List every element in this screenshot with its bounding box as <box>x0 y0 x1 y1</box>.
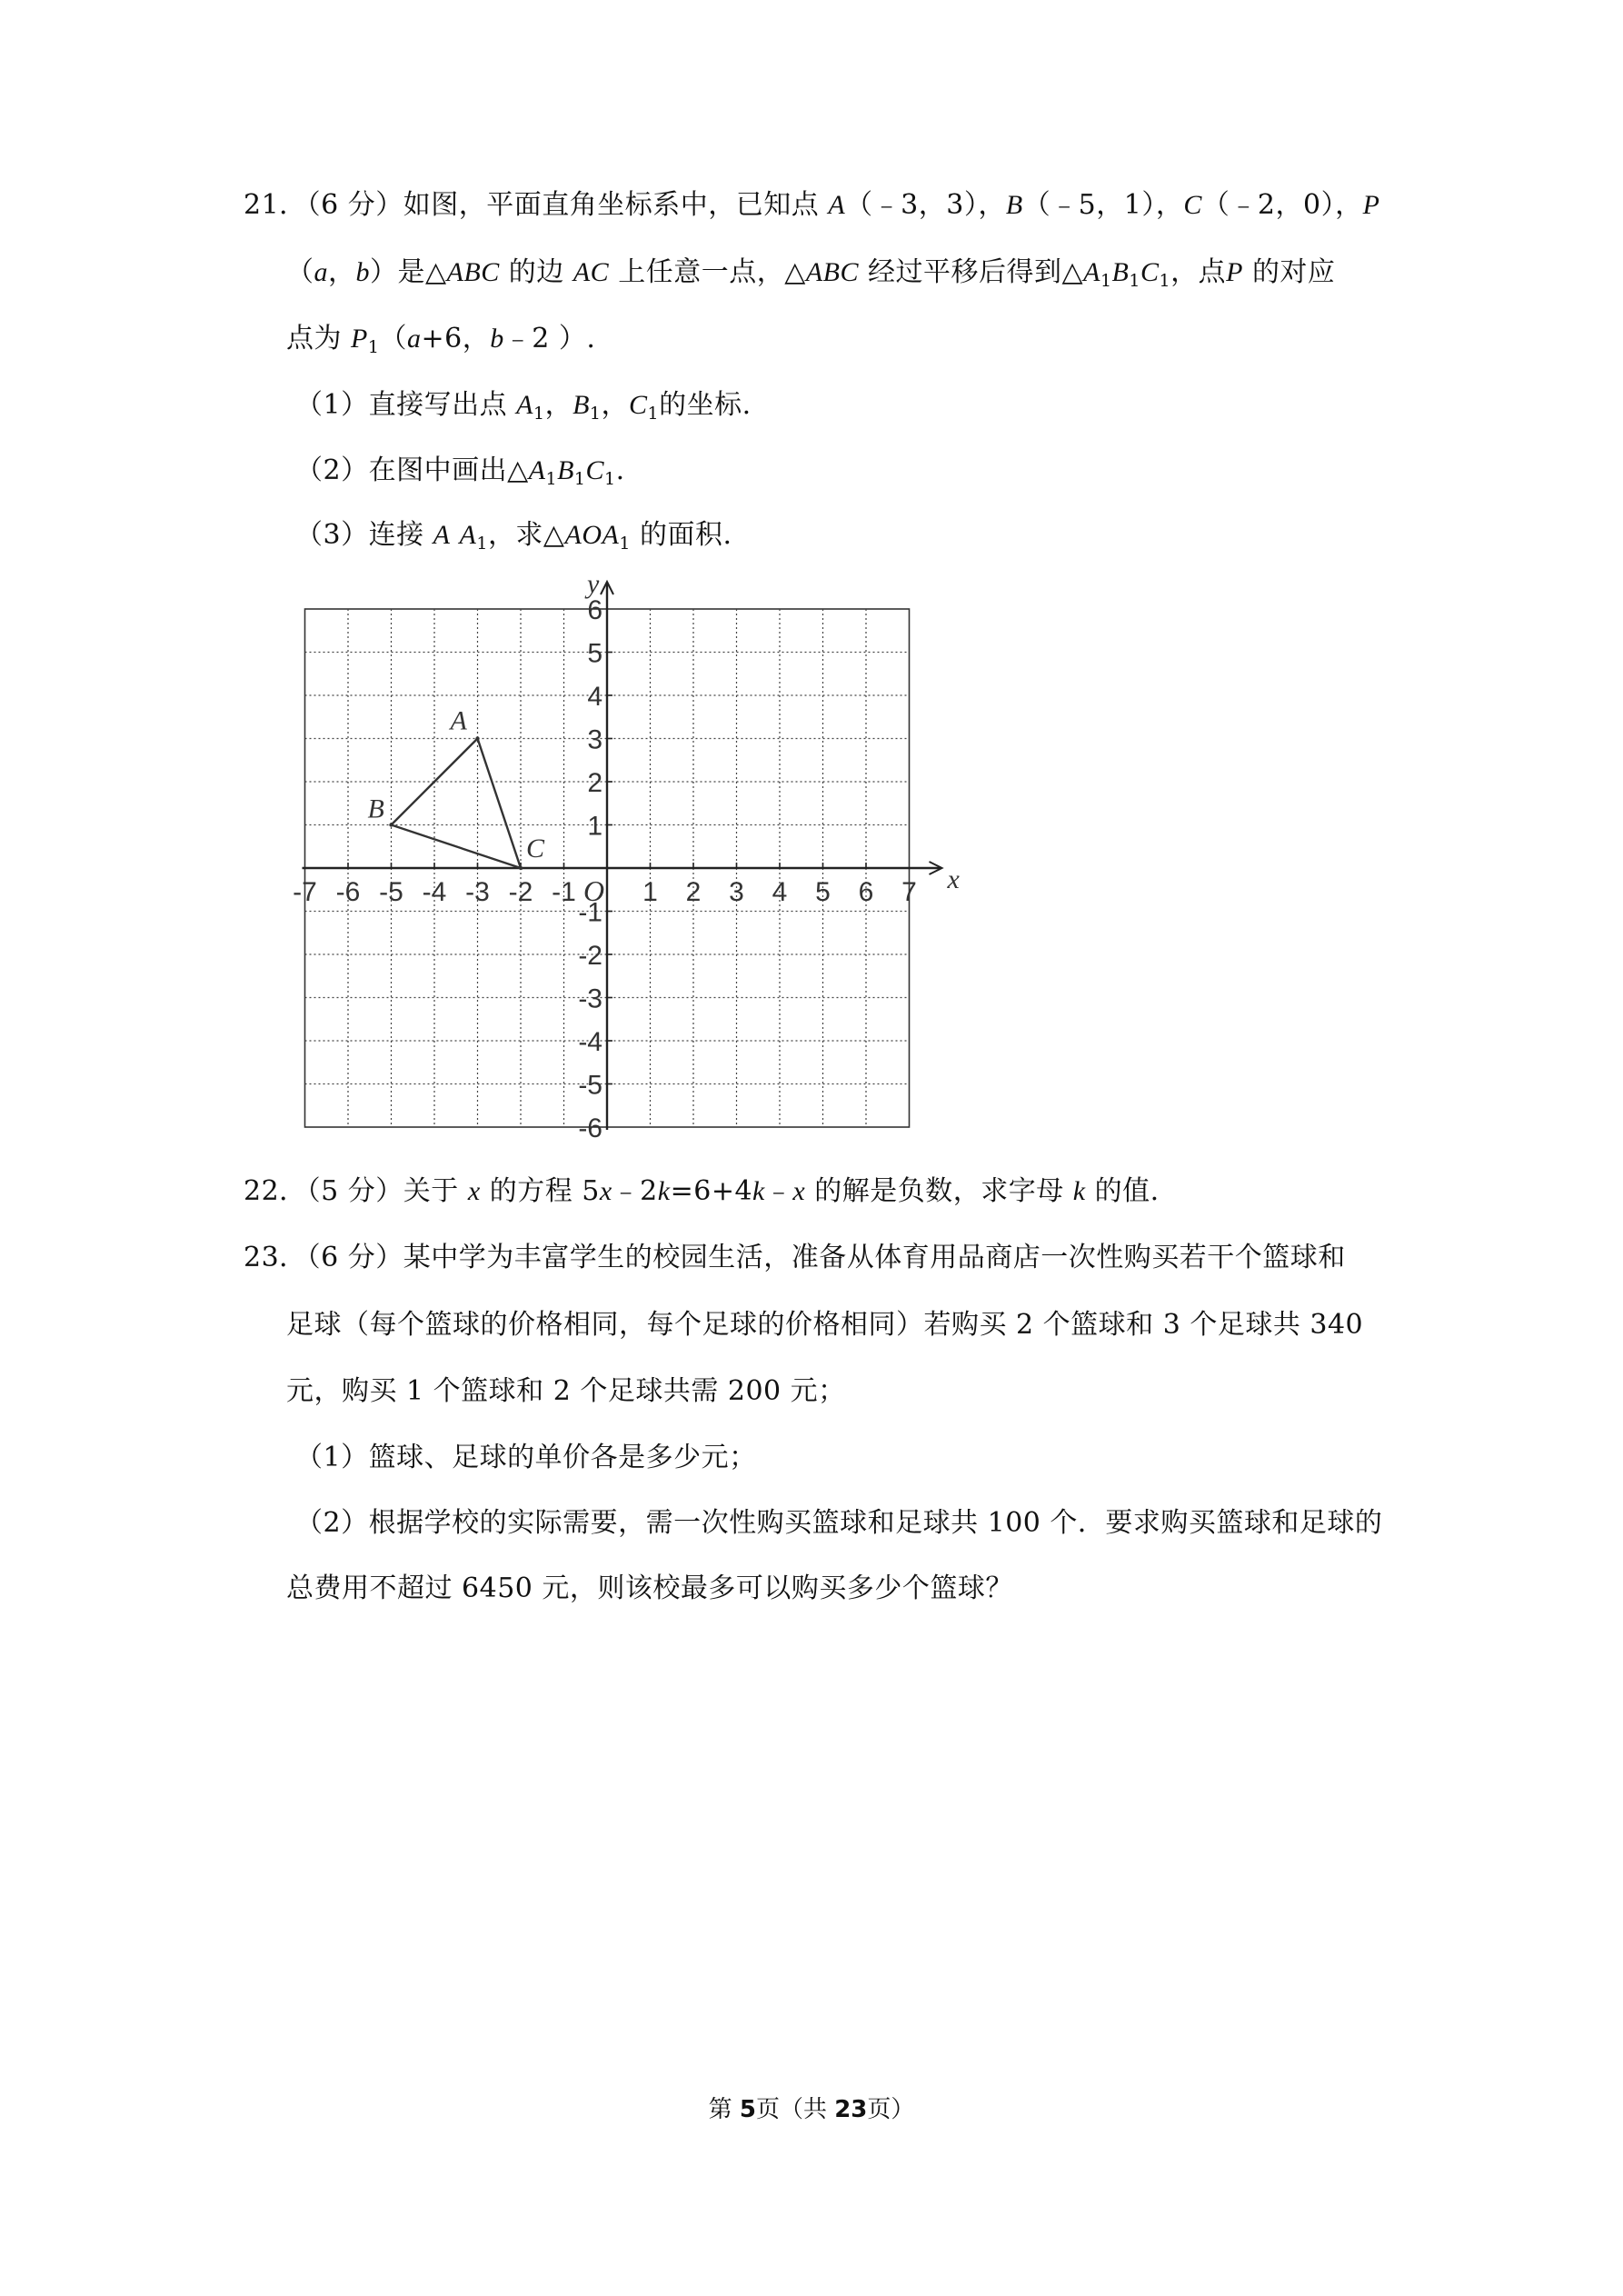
text-part: （ <box>379 323 407 354</box>
q23-line3: 元，购买 1 个篮球和 2 个足球共需 200 元； <box>286 1375 846 1407</box>
text-part: 点为 <box>286 323 342 354</box>
text-part: ，求△ <box>487 519 565 551</box>
triangle-abc: ABC <box>446 257 500 287</box>
text-part: ， <box>544 389 573 421</box>
var-k: k <box>752 1176 765 1206</box>
y-tick-label: -5 <box>578 1070 602 1101</box>
text-part: +6， <box>421 323 491 354</box>
y-tick-label: -4 <box>578 1027 602 1057</box>
page-number: 5 <box>739 2096 756 2123</box>
y-tick-label: 5 <box>587 638 602 669</box>
triangle-aoa1: AOA <box>564 520 620 550</box>
q21-sub2 <box>295 447 625 489</box>
point-p-label: P <box>1226 257 1243 287</box>
subscript: 1 <box>647 404 660 424</box>
point-c-label: C <box>526 834 545 863</box>
y-tick-label: -3 <box>578 983 602 1014</box>
x-tick-label: -3 <box>465 877 490 907</box>
footer-text: 页） <box>867 2096 915 2123</box>
x-tick-label: 3 <box>729 877 744 907</box>
point-a-label: A <box>450 705 467 736</box>
triangle-abc: ABC <box>805 257 859 287</box>
text-part: ﹣2 <box>612 1175 658 1207</box>
var-x: x <box>599 1176 612 1206</box>
x-tick-label: -5 <box>379 877 403 907</box>
subscript: 1 <box>589 404 602 424</box>
x-tick-label: 7 <box>901 877 917 907</box>
q23-line2: 足球（每个篮球的价格相同，每个足球的价格相同）若购买 2 个篮球和 3 个足球共 340 <box>286 1309 1364 1341</box>
var-a: a <box>406 324 422 354</box>
point-c-coord: （﹣2，0）， <box>1201 189 1363 221</box>
text-part: （1）直接写出点 <box>295 389 508 421</box>
total-pages: 23 <box>834 2096 868 2123</box>
point-a1: A <box>1083 257 1100 287</box>
point-b1: B <box>1111 257 1130 287</box>
text-part: 的面积. <box>639 519 732 551</box>
text-part: 的方程 5 <box>489 1175 600 1207</box>
x-tick-label: 1 <box>642 877 658 907</box>
var-x: x <box>792 1176 806 1206</box>
y-tick-label: 4 <box>587 682 602 712</box>
subscript: 1 <box>367 337 380 357</box>
text-part: 22．（5 分）关于 <box>244 1175 459 1207</box>
point-a-label: A <box>433 520 451 550</box>
text-part: ﹣ <box>764 1175 793 1207</box>
var-a: a <box>314 257 328 287</box>
text-part: ， <box>328 256 356 288</box>
point-b-dot <box>389 823 393 826</box>
x-axis-label: x <box>947 864 960 894</box>
subscript: 1 <box>545 469 558 489</box>
point-c1: C <box>585 455 605 485</box>
q21-line2 <box>286 249 1335 291</box>
text-part: 经过平移后得到△ <box>868 256 1084 288</box>
var-b: b <box>355 257 370 287</box>
y-tick-label: 3 <box>587 724 602 755</box>
text-part: ，点 <box>1170 256 1227 288</box>
y-tick-label: -6 <box>578 1113 602 1143</box>
subscript: 1 <box>1100 271 1112 291</box>
point-p1: P <box>351 324 368 354</box>
point-c-dot <box>519 866 523 870</box>
text-part: （3）连接 <box>295 519 424 551</box>
point-b-label: B <box>1005 190 1023 220</box>
coordinate-grid-figure <box>286 561 977 1143</box>
text-part: 的坐标. <box>659 389 752 421</box>
q21-head: 21．（6 分）如图，平面直角坐标系中，已知点 <box>244 189 820 221</box>
point-a-coord: （﹣3，3）， <box>845 189 1006 221</box>
text-part: . <box>615 454 625 486</box>
y-axis-label: y <box>587 569 600 599</box>
q23-sub1: （1）篮球、足球的单价各是多少元； <box>295 1442 757 1473</box>
subscript: 1 <box>604 469 616 489</box>
x-tick-label: -4 <box>422 877 447 907</box>
text-part: （2）在图中画出△ <box>295 454 529 486</box>
segment-ac: AC <box>573 257 610 287</box>
q21-line1 <box>244 182 1379 222</box>
text-part: 的边 <box>508 256 564 288</box>
triangle-abc-shape <box>368 706 546 871</box>
x-tick-label: -6 <box>335 877 361 907</box>
var-k: k <box>1072 1176 1086 1206</box>
point-b-coord: （﹣5，1）， <box>1022 189 1184 221</box>
point-a-label: A <box>828 190 846 220</box>
x-tick-label: -1 <box>552 877 576 907</box>
q23-line1: 23．（6 分）某中学为丰富学生的校园生活，准备从体育用品商店一次性购买若干个篮球和 <box>244 1242 1346 1273</box>
subscript: 1 <box>1129 271 1140 291</box>
point-c-label: C <box>1183 190 1202 220</box>
text-part: 的解是负数，求字母 <box>814 1175 1064 1207</box>
point-c1: C <box>628 390 648 420</box>
subscript: 1 <box>476 534 488 554</box>
y-tick-label: 2 <box>587 768 602 798</box>
q23-line6: 总费用不超过 6450 元，则该校最多可以购买多少个篮球？ <box>286 1572 1013 1604</box>
axes <box>303 582 942 1130</box>
point-a1: A <box>528 455 546 485</box>
point-b1: B <box>573 390 590 420</box>
q21-sub3 <box>295 512 732 554</box>
point-b1: B <box>557 455 574 485</box>
point-p-label: P <box>1362 190 1380 220</box>
q21-line3 <box>286 315 595 357</box>
point-a-dot <box>475 736 479 740</box>
y-tick-label: -1 <box>578 897 602 928</box>
text-part: ）是△ <box>370 256 447 288</box>
x-tick-label: 6 <box>858 877 874 907</box>
q23-sub2: （2）根据学校的实际需要，需一次性购买篮球和足球共 100 个．要求购买篮球和足球的 <box>295 1507 1383 1539</box>
point-b-label: B <box>367 794 384 824</box>
text-part: ﹣2 ）. <box>503 323 596 354</box>
q22-line <box>244 1168 1160 1208</box>
y-tick-label: 1 <box>587 811 602 842</box>
footer-text: 页（共 <box>755 2096 835 2123</box>
x-tick-label: 5 <box>815 877 831 907</box>
point-a1: A <box>516 390 533 420</box>
subscript: 1 <box>573 469 586 489</box>
subscript: 1 <box>533 404 545 424</box>
point-c1: C <box>1140 257 1160 287</box>
x-tick-label: 2 <box>685 877 702 907</box>
x-tick-label: -2 <box>508 877 533 907</box>
y-tick-label: -2 <box>578 941 602 971</box>
text-part: （ <box>286 256 314 288</box>
var-k: k <box>657 1176 671 1206</box>
text-part: ， <box>601 389 629 421</box>
x-tick-label: -7 <box>293 877 317 907</box>
text-part: 上任意一点，△ <box>618 256 806 288</box>
triangle-abc-polygon <box>392 739 522 869</box>
text-part: 的对应 <box>1251 256 1336 288</box>
var-b: b <box>490 324 504 354</box>
text-part: 的值. <box>1094 1175 1160 1207</box>
x-tick-label: 4 <box>772 877 788 907</box>
origin-label: O <box>583 874 605 907</box>
subscript: 1 <box>1159 271 1171 291</box>
q21-sub1 <box>295 382 752 424</box>
tick-labels <box>293 569 960 1143</box>
point-a1: A <box>459 520 477 550</box>
footer-text: 第 <box>708 2096 740 2123</box>
subscript: 1 <box>619 534 631 554</box>
y-tick-label: 6 <box>587 595 602 625</box>
text-part: =6+4 <box>670 1175 753 1207</box>
page-footer <box>0 2091 1623 2124</box>
var-x: x <box>467 1176 481 1206</box>
